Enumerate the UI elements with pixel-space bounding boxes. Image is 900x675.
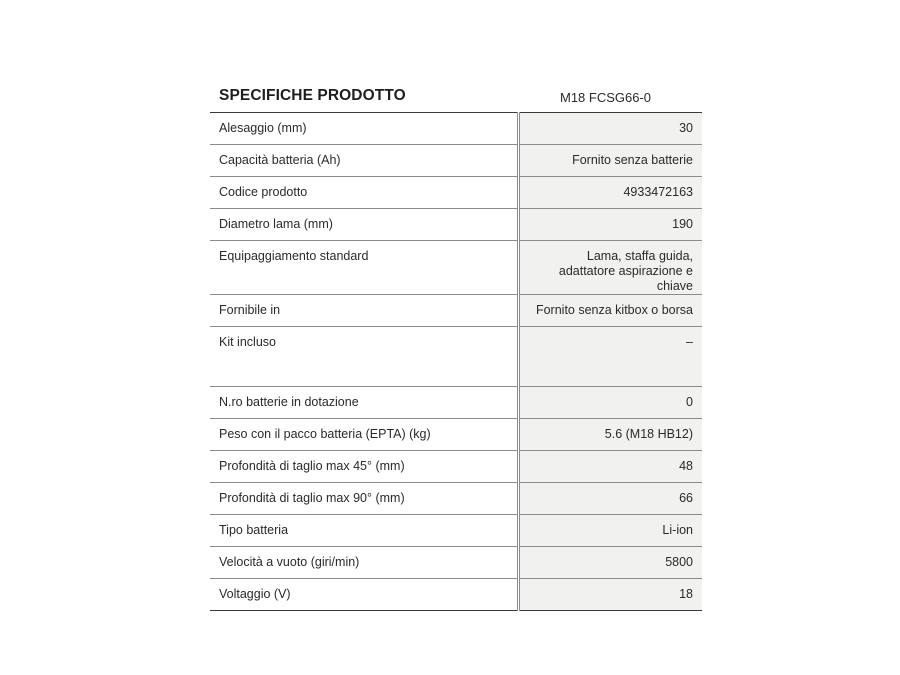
table-row (210, 579, 702, 611)
table-row (210, 241, 702, 295)
spec-value: 5.6 (M18 HB12) (519, 419, 703, 451)
spec-label: Codice prodotto (210, 177, 519, 209)
spec-label: Voltaggio (V) (210, 579, 519, 611)
table-row (210, 145, 702, 177)
table-row (210, 419, 702, 451)
spec-label: Diametro lama (mm) (210, 209, 519, 241)
spec-value: Lama, staffa guida, adattatore aspirazione e chiave (519, 241, 703, 295)
spec-label: Profondità di taglio max 45° (mm) (210, 451, 519, 483)
spec-value: Fornito senza kitbox o borsa (519, 295, 703, 327)
spec-label: Equipaggiamento standard (210, 241, 519, 295)
spec-value: 190 (519, 209, 703, 241)
spec-title: SPECIFICHE PRODOTTO (219, 87, 406, 104)
spec-value: 18 (519, 579, 703, 611)
spec-value: Fornito senza batterie (519, 145, 703, 177)
spec-label: Velocità a vuoto (giri/min) (210, 547, 519, 579)
table-row (210, 387, 702, 419)
spec-label: Kit incluso (210, 327, 519, 387)
table-row (210, 177, 702, 209)
spec-value: 0 (519, 387, 703, 419)
spec-label: Peso con il pacco batteria (EPTA) (kg) (210, 419, 519, 451)
spec-value: 48 (519, 451, 703, 483)
spec-header (210, 82, 702, 112)
spec-label: Fornibile in (210, 295, 519, 327)
spec-table (210, 112, 702, 611)
table-row (210, 451, 702, 483)
spec-value: 4933472163 (519, 177, 703, 209)
table-row (210, 547, 702, 579)
spec-value: 66 (519, 483, 703, 515)
spec-label: Tipo batteria (210, 515, 519, 547)
table-row (210, 483, 702, 515)
model-code: M18 FCSG66-0 (560, 90, 652, 105)
table-row (210, 209, 702, 241)
spec-label: Alesaggio (mm) (210, 113, 519, 145)
spec-label: Profondità di taglio max 90° (mm) (210, 483, 519, 515)
spec-value: 30 (519, 113, 703, 145)
spec-value: – (519, 327, 703, 387)
table-row (210, 113, 702, 145)
spec-label: Capacità batteria (Ah) (210, 145, 519, 177)
spec-label: N.ro batterie in dotazione (210, 387, 519, 419)
spec-value: 5800 (519, 547, 703, 579)
table-row (210, 295, 702, 327)
spec-value: Li-ion (519, 515, 703, 547)
table-row (210, 515, 702, 547)
table-row (210, 327, 702, 387)
